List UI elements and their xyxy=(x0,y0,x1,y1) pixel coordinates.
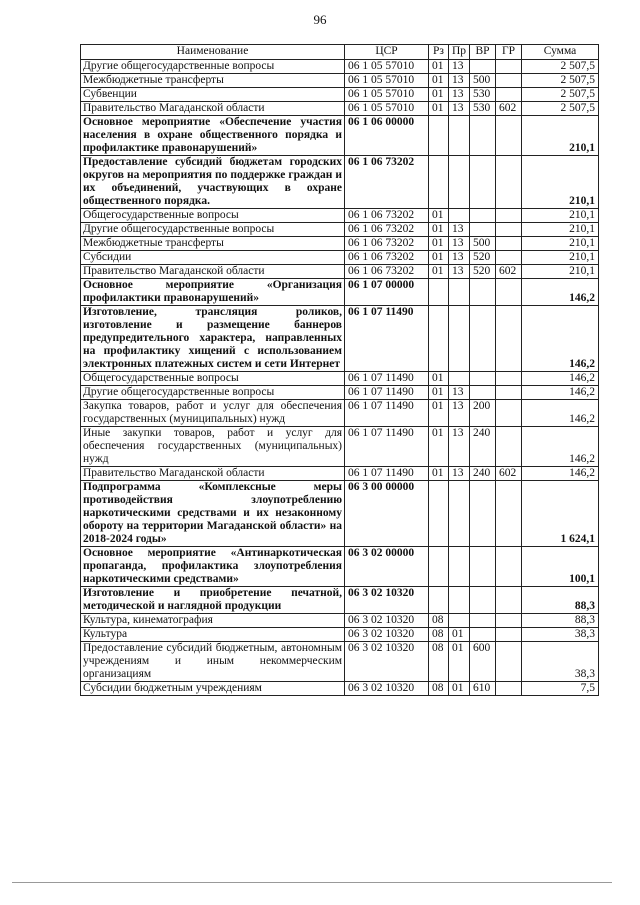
cell-pr: 13 xyxy=(449,237,470,251)
cell-csr: 06 1 07 11490 xyxy=(345,467,429,481)
cell-pr: 13 xyxy=(449,427,470,467)
cell-rz: 01 xyxy=(429,265,449,279)
cell-sum: 2 507,5 xyxy=(522,88,599,102)
cell-rz: 01 xyxy=(429,251,449,265)
header-pr: Пр xyxy=(449,45,470,60)
cell-csr: 06 1 07 11490 xyxy=(345,372,429,386)
table-row xyxy=(81,682,599,696)
cell-sum: 2 507,5 xyxy=(522,102,599,116)
cell-csr: 06 3 02 10320 xyxy=(345,587,429,614)
cell-name: Правительство Магаданской области xyxy=(81,467,345,481)
table-row xyxy=(81,427,599,467)
cell-vr: 610 xyxy=(470,682,496,696)
cell-pr xyxy=(449,587,470,614)
cell-vr xyxy=(470,223,496,237)
cell-sum: 100,1 xyxy=(522,547,599,587)
cell-gr xyxy=(496,209,522,223)
cell-pr: 13 xyxy=(449,223,470,237)
cell-pr: 13 xyxy=(449,265,470,279)
table-row xyxy=(81,386,599,400)
cell-rz: 01 xyxy=(429,74,449,88)
table-row xyxy=(81,628,599,642)
cell-gr xyxy=(496,251,522,265)
cell-sum: 146,2 xyxy=(522,386,599,400)
table-row xyxy=(81,102,599,116)
cell-rz: 08 xyxy=(429,614,449,628)
cell-vr xyxy=(470,386,496,400)
cell-pr: 13 xyxy=(449,386,470,400)
cell-vr xyxy=(470,628,496,642)
cell-name: Основное мероприятие «Обеспечение участия населения в охране общественного порядка и профилактике правонарушений» xyxy=(81,116,345,156)
cell-vr xyxy=(470,116,496,156)
cell-name: Правительство Магаданской области xyxy=(81,265,345,279)
cell-rz xyxy=(429,156,449,209)
cell-csr: 06 3 02 00000 xyxy=(345,547,429,587)
cell-rz xyxy=(429,279,449,306)
cell-vr xyxy=(470,279,496,306)
cell-gr xyxy=(496,386,522,400)
header-vr: ВР xyxy=(470,45,496,60)
cell-sum: 210,1 xyxy=(522,265,599,279)
cell-vr xyxy=(470,306,496,372)
table-row xyxy=(81,642,599,682)
cell-vr: 200 xyxy=(470,400,496,427)
cell-name: Иные закупки товаров, работ и услуг для обеспечения государственных (муниципальных) нужд xyxy=(81,427,345,467)
cell-gr xyxy=(496,223,522,237)
cell-csr: 06 1 06 73202 xyxy=(345,237,429,251)
cell-vr xyxy=(470,614,496,628)
cell-name: Межбюджетные трансферты xyxy=(81,74,345,88)
table-row xyxy=(81,372,599,386)
cell-pr: 01 xyxy=(449,642,470,682)
cell-gr: 602 xyxy=(496,467,522,481)
cell-name: Другие общегосударственные вопросы xyxy=(81,386,345,400)
cell-gr xyxy=(496,116,522,156)
cell-vr: 520 xyxy=(470,251,496,265)
cell-csr: 06 3 02 10320 xyxy=(345,682,429,696)
budget-table xyxy=(80,44,599,696)
cell-pr: 13 xyxy=(449,60,470,74)
table-row xyxy=(81,60,599,74)
cell-sum: 210,1 xyxy=(522,209,599,223)
cell-sum: 146,2 xyxy=(522,400,599,427)
cell-vr: 500 xyxy=(470,74,496,88)
cell-sum: 210,1 xyxy=(522,156,599,209)
cell-gr xyxy=(496,481,522,547)
cell-csr: 06 1 07 11490 xyxy=(345,386,429,400)
cell-sum: 210,1 xyxy=(522,251,599,265)
cell-pr xyxy=(449,116,470,156)
cell-rz: 01 xyxy=(429,223,449,237)
header-rz: Рз xyxy=(429,45,449,60)
cell-name: Общегосударственные вопросы xyxy=(81,372,345,386)
cell-csr: 06 1 07 00000 xyxy=(345,279,429,306)
cell-gr: 602 xyxy=(496,265,522,279)
cell-sum: 7,5 xyxy=(522,682,599,696)
cell-name: Основное мероприятие «Организация профилактики правонарушений» xyxy=(81,279,345,306)
cell-rz: 08 xyxy=(429,628,449,642)
cell-vr xyxy=(470,209,496,223)
cell-csr: 06 1 06 73202 xyxy=(345,223,429,237)
cell-rz: 01 xyxy=(429,88,449,102)
cell-name: Субсидии бюджетным учреждениям xyxy=(81,682,345,696)
cell-gr xyxy=(496,642,522,682)
cell-vr: 500 xyxy=(470,237,496,251)
page-edge-line xyxy=(12,882,612,883)
table-row xyxy=(81,88,599,102)
cell-gr xyxy=(496,427,522,467)
cell-csr: 06 3 00 00000 xyxy=(345,481,429,547)
cell-vr xyxy=(470,547,496,587)
cell-rz: 01 xyxy=(429,386,449,400)
cell-vr xyxy=(470,156,496,209)
table-row xyxy=(81,156,599,209)
cell-name: Другие общегосударственные вопросы xyxy=(81,60,345,74)
cell-pr xyxy=(449,547,470,587)
cell-gr xyxy=(496,587,522,614)
cell-name: Закупка товаров, работ и услуг для обеспечения государственных (муниципальных) нужд xyxy=(81,400,345,427)
table-row xyxy=(81,251,599,265)
cell-sum: 88,3 xyxy=(522,587,599,614)
table-row xyxy=(81,74,599,88)
cell-name: Другие общегосударственные вопросы xyxy=(81,223,345,237)
cell-sum: 146,2 xyxy=(522,279,599,306)
cell-pr: 13 xyxy=(449,467,470,481)
table-row xyxy=(81,481,599,547)
cell-sum: 38,3 xyxy=(522,642,599,682)
header-name: Наименование xyxy=(81,45,345,60)
cell-name: Изготовление, трансляция роликов, изготовление и размещение баннеров предупредительного характера, направленных на профилактику хищений с использованием электронных платежных систем и сети Интернет xyxy=(81,306,345,372)
cell-pr: 13 xyxy=(449,102,470,116)
cell-vr xyxy=(470,60,496,74)
table-body xyxy=(81,60,599,696)
cell-pr: 13 xyxy=(449,251,470,265)
cell-pr xyxy=(449,279,470,306)
cell-csr: 06 1 05 57010 xyxy=(345,102,429,116)
cell-sum: 88,3 xyxy=(522,614,599,628)
cell-gr xyxy=(496,372,522,386)
cell-sum: 210,1 xyxy=(522,223,599,237)
cell-rz xyxy=(429,547,449,587)
table-row xyxy=(81,306,599,372)
cell-gr xyxy=(496,682,522,696)
table-header-row xyxy=(81,45,599,60)
cell-rz xyxy=(429,306,449,372)
table-row xyxy=(81,209,599,223)
table-row xyxy=(81,279,599,306)
cell-name: Культура xyxy=(81,628,345,642)
cell-csr: 06 3 02 10320 xyxy=(345,642,429,682)
cell-sum: 2 507,5 xyxy=(522,60,599,74)
cell-name: Культура, кинематография xyxy=(81,614,345,628)
cell-name: Предоставление субсидий бюджетным, автономным учреждениям и иным некоммерческим организациям xyxy=(81,642,345,682)
cell-name: Основное мероприятие «Антинаркотическая пропаганда, профилактика злоупотребления наркотическими средствами» xyxy=(81,547,345,587)
cell-rz: 01 xyxy=(429,237,449,251)
cell-rz: 01 xyxy=(429,427,449,467)
cell-sum: 146,2 xyxy=(522,372,599,386)
cell-rz: 01 xyxy=(429,372,449,386)
cell-gr xyxy=(496,306,522,372)
cell-name: Межбюджетные трансферты xyxy=(81,237,345,251)
cell-name: Субвенции xyxy=(81,88,345,102)
cell-vr: 240 xyxy=(470,427,496,467)
cell-gr: 602 xyxy=(496,102,522,116)
cell-csr: 06 1 06 73202 xyxy=(345,209,429,223)
cell-pr xyxy=(449,306,470,372)
header-csr: ЦСР xyxy=(345,45,429,60)
cell-gr xyxy=(496,88,522,102)
cell-gr xyxy=(496,614,522,628)
cell-sum: 210,1 xyxy=(522,116,599,156)
cell-sum: 1 624,1 xyxy=(522,481,599,547)
table-row xyxy=(81,223,599,237)
cell-vr xyxy=(470,372,496,386)
table-row xyxy=(81,265,599,279)
cell-name: Субсидии xyxy=(81,251,345,265)
cell-csr: 06 1 07 11490 xyxy=(345,306,429,372)
cell-pr xyxy=(449,372,470,386)
cell-csr: 06 1 06 00000 xyxy=(345,116,429,156)
cell-sum: 146,2 xyxy=(522,427,599,467)
cell-vr: 240 xyxy=(470,467,496,481)
cell-rz: 08 xyxy=(429,682,449,696)
cell-csr: 06 1 06 73202 xyxy=(345,156,429,209)
cell-csr: 06 1 07 11490 xyxy=(345,400,429,427)
cell-vr xyxy=(470,587,496,614)
cell-rz xyxy=(429,116,449,156)
cell-sum: 38,3 xyxy=(522,628,599,642)
cell-csr: 06 1 05 57010 xyxy=(345,60,429,74)
cell-vr xyxy=(470,481,496,547)
cell-gr xyxy=(496,74,522,88)
cell-name: Общегосударственные вопросы xyxy=(81,209,345,223)
page-number: 96 xyxy=(313,12,327,27)
cell-csr: 06 1 06 73202 xyxy=(345,265,429,279)
table-row xyxy=(81,547,599,587)
cell-pr xyxy=(449,481,470,547)
cell-sum: 146,2 xyxy=(522,306,599,372)
cell-rz: 01 xyxy=(429,400,449,427)
cell-gr xyxy=(496,279,522,306)
cell-pr: 13 xyxy=(449,400,470,427)
cell-gr xyxy=(496,628,522,642)
table-row xyxy=(81,237,599,251)
table-row xyxy=(81,116,599,156)
cell-gr xyxy=(496,156,522,209)
cell-pr xyxy=(449,156,470,209)
cell-vr: 600 xyxy=(470,642,496,682)
cell-name: Правительство Магаданской области xyxy=(81,102,345,116)
cell-csr: 06 3 02 10320 xyxy=(345,628,429,642)
cell-gr xyxy=(496,400,522,427)
cell-vr: 530 xyxy=(470,88,496,102)
cell-vr: 520 xyxy=(470,265,496,279)
cell-rz: 08 xyxy=(429,642,449,682)
cell-name: Предоставление субсидий бюджетам городских округов на мероприятия по поддержке граждан и их объединений, участвующих в охране общественного порядка. xyxy=(81,156,345,209)
cell-sum: 146,2 xyxy=(522,467,599,481)
table-row xyxy=(81,587,599,614)
cell-sum: 2 507,5 xyxy=(522,74,599,88)
cell-rz: 01 xyxy=(429,102,449,116)
header-gr: ГР xyxy=(496,45,522,60)
cell-gr xyxy=(496,237,522,251)
cell-csr: 06 1 05 57010 xyxy=(345,88,429,102)
cell-vr: 530 xyxy=(470,102,496,116)
cell-pr: 01 xyxy=(449,628,470,642)
cell-csr: 06 1 05 57010 xyxy=(345,74,429,88)
cell-pr: 13 xyxy=(449,88,470,102)
cell-pr xyxy=(449,614,470,628)
table-row xyxy=(81,467,599,481)
cell-pr xyxy=(449,209,470,223)
cell-rz: 01 xyxy=(429,467,449,481)
cell-pr: 01 xyxy=(449,682,470,696)
header-sum: Сумма xyxy=(522,45,599,60)
cell-csr: 06 1 07 11490 xyxy=(345,427,429,467)
cell-csr: 06 3 02 10320 xyxy=(345,614,429,628)
cell-rz xyxy=(429,587,449,614)
cell-gr xyxy=(496,547,522,587)
cell-name: Подпрограмма «Комплексные меры противодействия злоупотреблению наркотическими средствами и их незаконному обороту на территории Магаданской области» на 2018-2024 годы» xyxy=(81,481,345,547)
table-row xyxy=(81,614,599,628)
cell-csr: 06 1 06 73202 xyxy=(345,251,429,265)
table-row xyxy=(81,400,599,427)
cell-name: Изготовление и приобретение печатной, методической и наглядной продукции xyxy=(81,587,345,614)
cell-rz: 01 xyxy=(429,209,449,223)
cell-sum: 210,1 xyxy=(522,237,599,251)
cell-pr: 13 xyxy=(449,74,470,88)
cell-gr xyxy=(496,60,522,74)
cell-rz: 01 xyxy=(429,60,449,74)
cell-rz xyxy=(429,481,449,547)
